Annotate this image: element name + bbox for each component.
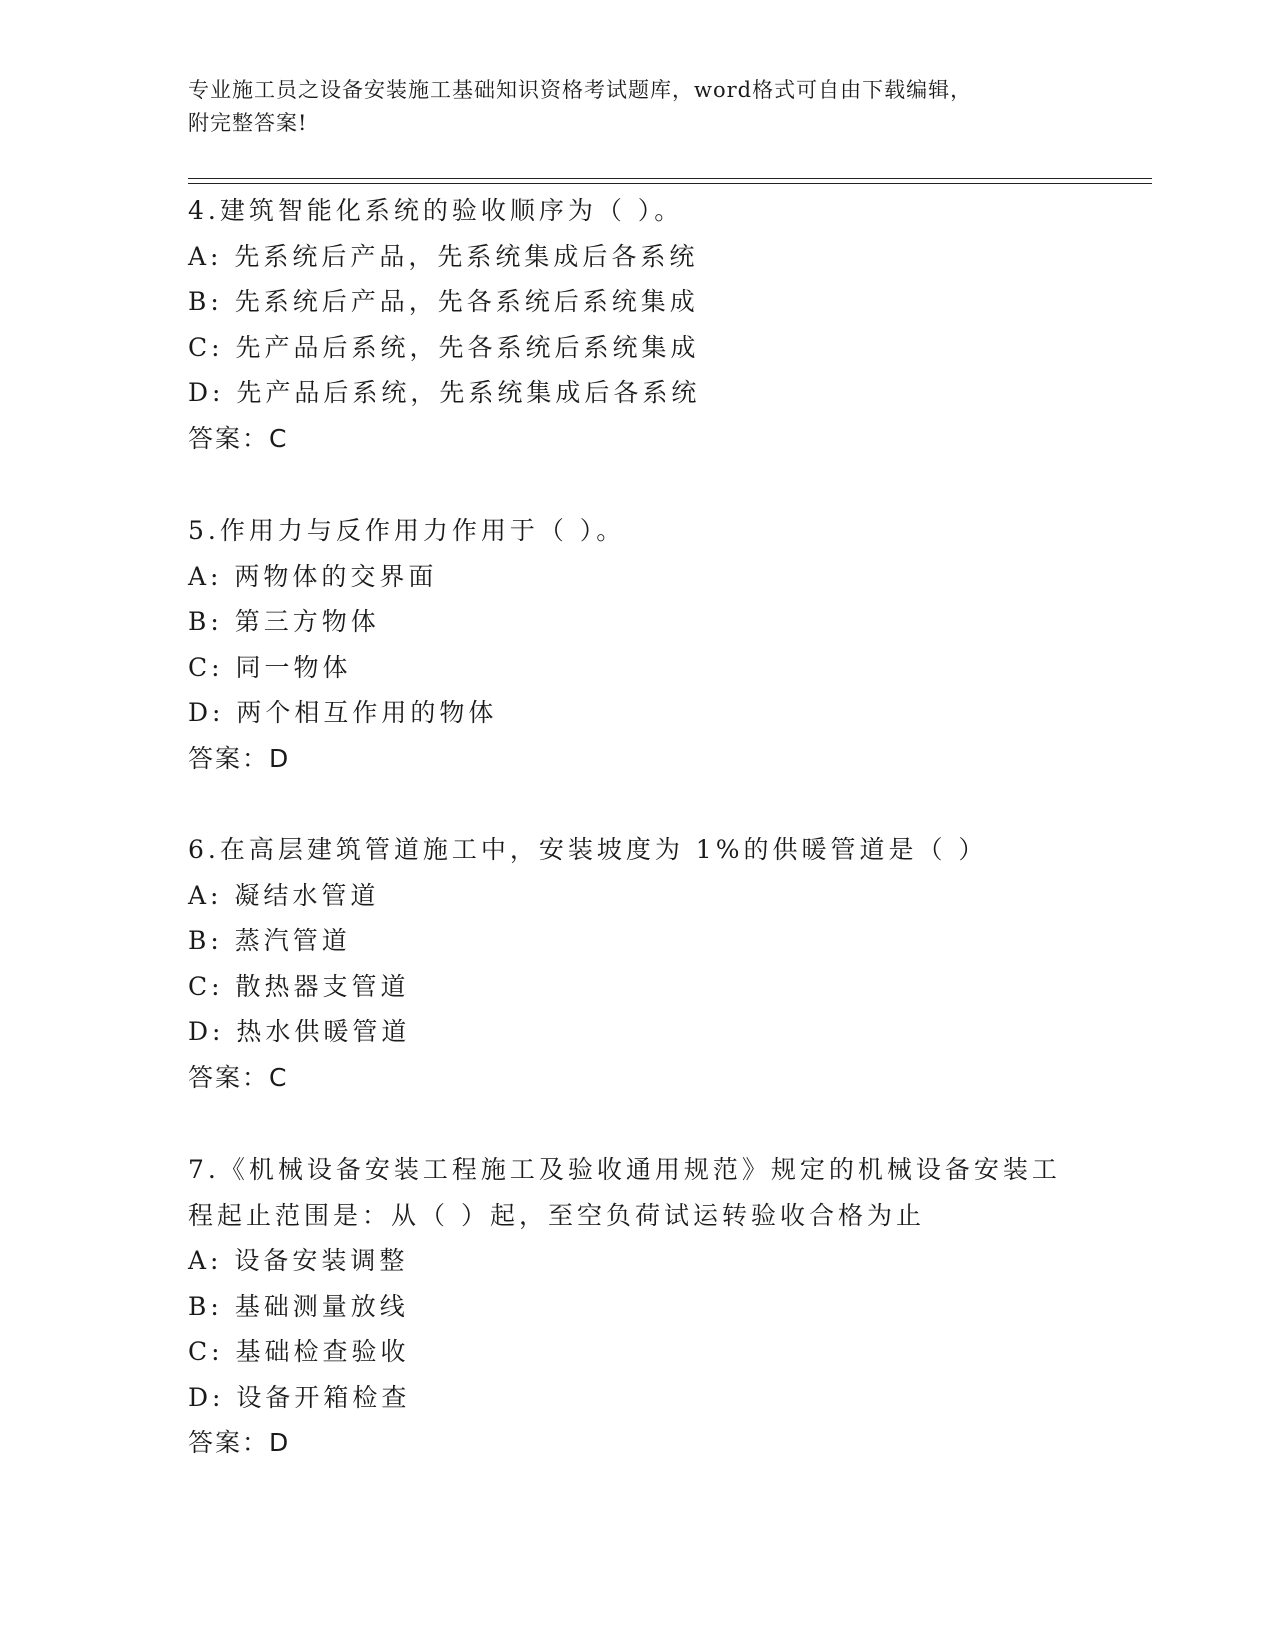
answer-line: 答案：D: [188, 743, 291, 773]
question-stem-line-2: 程起止范围是：从（ ）起，至空负荷试运转验收合格为止: [188, 1200, 925, 1230]
option-b: B: 基础测量放线: [188, 1291, 409, 1321]
option-c: C: 先产品后系统，先各系统后系统集成: [188, 332, 700, 362]
question-6: [188, 827, 1088, 1100]
question-stem: 4.建筑智能化系统的验收顺序为（ ）。: [188, 196, 684, 225]
question-stem-line-1: 7.《机械设备安装工程施工及验收通用规范》规定的机械设备安装工: [188, 1155, 1061, 1184]
question-stem: 6.在高层建筑管道施工中，安装坡度为 1%的供暖管道是（ ）: [188, 835, 988, 864]
document-header: [188, 74, 1088, 140]
option-d: D: 两个相互作用的物体: [188, 698, 498, 727]
option-b: B: 蒸汽管道: [188, 926, 351, 955]
header-divider-top: [188, 178, 1152, 179]
answer-line: 答案：C: [188, 1062, 289, 1092]
answer-line: 答案：C: [188, 423, 289, 453]
question-7: [188, 1147, 1088, 1466]
option-d: D: 热水供暖管道: [188, 1017, 411, 1046]
option-a: A: 两物体的交界面: [188, 561, 438, 591]
option-a: A: 凝结水管道: [188, 880, 380, 910]
question-stem: 5.作用力与反作用力作用于（ ）。: [188, 516, 626, 545]
header-divider-bottom: [188, 183, 1152, 184]
option-b: B: 先系统后产品，先各系统后系统集成: [188, 287, 699, 316]
option-c: C: 基础检查验收: [188, 1337, 410, 1366]
option-c: C: 同一物体: [188, 652, 352, 682]
option-d: D: 先产品后系统，先系统集成后各系统: [188, 378, 701, 407]
option-d: D: 设备开箱检查: [188, 1382, 411, 1412]
option-c: C: 散热器支管道: [188, 971, 410, 1001]
answer-line: 答案：D: [188, 1428, 291, 1457]
option-a: A: 先系统后产品，先系统集成后各系统: [188, 241, 699, 271]
option-a: A: 设备安装调整: [188, 1246, 409, 1275]
header-line-2: 附完整答案!: [188, 111, 308, 135]
question-4: [188, 188, 1088, 461]
header-line-1: 专业施工员之设备安装施工基础知识资格考试题库，word格式可自由下载编辑，: [188, 78, 973, 102]
option-b: B: 第三方物体: [188, 607, 380, 636]
question-5: [188, 508, 1088, 781]
